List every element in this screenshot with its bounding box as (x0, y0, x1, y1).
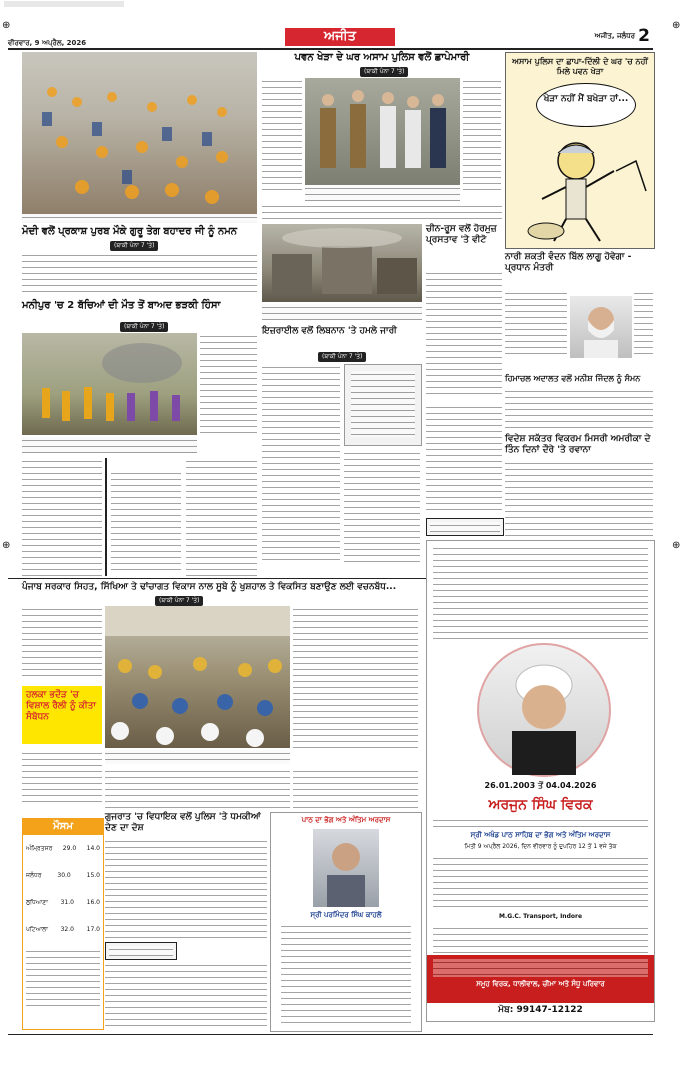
langar-caption (22, 214, 257, 223)
caption-lines (305, 185, 460, 201)
china-body (426, 270, 502, 398)
punjab-body-2 (293, 606, 418, 748)
pm-photo-art (570, 296, 632, 358)
china-photo-art (262, 224, 422, 302)
obit-name: ਅਰਜੁਨ ਸਿੰਘ ਵਿਰਕ (488, 797, 593, 813)
obituary-large (426, 540, 655, 1022)
obit-ceremony: ਸ੍ਰੀ ਅਖੰਡ ਪਾਠ ਸਾਹਿਬ ਦਾ ਭੋਗ ਅਤੇ ਅੰਤਿਮ ਅਰਦਾਸ (470, 831, 611, 839)
cartoon-title: ਅਸਾਮ ਪੁਲਿਸ ਦਾ ਛਾਪਾ-ਦਿੱਲੀ ਦੇ ਘਰ 'ਚ ਨਹੀਂ ਮਿਲੇ ਪਵਨ ਖੇੜਾ (512, 57, 648, 76)
weather-notes (26, 948, 100, 1008)
gujarat-body-1 (105, 838, 267, 938)
manipur-body (200, 333, 257, 435)
weather-box (22, 818, 104, 1030)
masthead-rule (8, 48, 653, 50)
israel-quote-box (344, 364, 422, 446)
page-ref-tag: (ਬਾਕੀ ਪੰਨਾ 7 'ਤੇ) (360, 67, 408, 77)
rally-caption (105, 750, 290, 764)
raid-photo-art (305, 78, 460, 185)
lead-body-1 (262, 78, 302, 190)
cartoon-figure (506, 131, 654, 246)
gujarat-body-2 (105, 962, 267, 1028)
footer-rule (8, 1034, 653, 1035)
manipur-caption (22, 437, 197, 453)
israel-body-1 (262, 364, 340, 564)
weather-row (26, 925, 100, 934)
obit-small-body (281, 923, 411, 1023)
weather-max: 29.0 (62, 845, 77, 852)
obit-small-heading: ਪਾਠ ਦਾ ਭੋਗ ਅਤੇ ਅੰਤਿਮ ਅਰਦਾਸ (301, 816, 391, 824)
weather-title: ਮੌਸਮ (23, 819, 103, 835)
lead-body-2 (463, 78, 501, 190)
israel-headline: ਇਜ਼ਰਾਈਲ ਵਲੋਂ ਲਿਬਨਾਨ 'ਤੇ ਹਮਲੇ ਜਾਰੀ (262, 326, 397, 336)
registration-mark-icon: ⊕ (2, 20, 11, 31)
weather-rows (23, 835, 103, 1011)
page-ref-tag: (ਬਾਕੀ ਪੰਨਾ 7 'ਤੇ) (155, 596, 203, 606)
langar-photo (22, 52, 257, 214)
caption-lines (262, 304, 422, 320)
rally-photo (105, 606, 290, 748)
obit-date-line: ਮਿਤੀ 9 ਅਪ੍ਰੈਲ 2026, ਦਿਨ ਵੀਰਵਾਰ ਨੂੰ ਦੁਪਹਿਰ 12 ਤੋਂ 1 ਵਜੇ ਤੱਕ (464, 843, 617, 850)
quote-lines (351, 371, 415, 437)
israel-body-2 (344, 450, 420, 564)
registration-mark-icon: ⊕ (2, 540, 11, 551)
print-slug (0, 0, 687, 10)
weather-min: 15.0 (86, 872, 100, 879)
weather-city: ਪਟਿਆਲਾ (26, 926, 48, 933)
gujarat-tagbox (105, 942, 177, 960)
mahavir-body (22, 252, 257, 292)
family-banner-lines (433, 959, 648, 977)
weather-max: 32.0 (60, 926, 74, 933)
rally-photo-art (105, 606, 290, 748)
page-ref-tag: (ਬਾਕੀ ਪੰਨਾ 7 'ਤੇ) (120, 322, 168, 332)
narrow-tag-lines (430, 522, 500, 532)
left-body-1 (22, 458, 102, 576)
raid-caption (305, 185, 460, 201)
langar-photo-art (22, 52, 257, 214)
foreign-headline: ਵਿਦੇਸ਼ ਸਕੱਤਰ ਵਿਕਰਮ ਮਿਸਰੀ ਅਮਰੀਕਾ ਦੇ ਤਿੰਨ ਦਿਨਾਂ ਦੌਰੇ 'ਤੇ ਰਵਾਨਾ (505, 434, 651, 455)
china-headline: ਚੀਨ-ਰੂਸ ਵਲੋਂ ਹੋਰਮੁਜ਼ ਪ੍ਰਸਤਾਵ 'ਤੇ ਵੀਟੋ (426, 224, 497, 245)
obit-family-banner (427, 955, 654, 1003)
pm-photo (570, 296, 632, 358)
caption-lines (105, 750, 290, 764)
obit-details-1 (433, 855, 648, 911)
registration-mark-icon: ⊕ (672, 540, 681, 551)
obit-family: ਸਮੂਹ ਵਿਰਕ, ਧਾਲੀਵਾਲ, ਚੀਮਾ ਅਤੇ ਸੰਧੂ ਪਰਿਵਾਰ (476, 980, 605, 988)
obit-large-photo (477, 643, 611, 777)
punjab-body-5 (293, 768, 418, 808)
left-body-2 (186, 458, 257, 576)
obit-phone: ਮੋਬ: 99147-12122 (498, 1005, 583, 1015)
women-body-2 (634, 290, 653, 354)
weather-row (26, 898, 100, 907)
punjab-body-3 (22, 750, 102, 806)
registration-mark-icon: ⊕ (672, 20, 681, 31)
edition-label: ਅਜੀਤ, ਜਲੰਧਰ (594, 32, 635, 40)
obituary-small (270, 812, 422, 1032)
halka-callout (22, 686, 102, 744)
gujarat-headline: ਗੁਜਰਾਤ 'ਚ ਵਿਧਾਇਕ ਵਲੋਂ ਪੁਲਿਸ 'ਤੇ ਧਮਕੀਆਂ ਦੇਣ ਦਾ ਦੋਸ਼ (105, 812, 261, 833)
himachal-body (505, 388, 653, 428)
raid-photo (305, 78, 460, 185)
date-line (8, 30, 118, 49)
obit-small-name: ਸ੍ਰੀ ਪਰਮਿੰਦਰ ਸਿੰਘ ਕਾਹਲੋਂ (310, 911, 382, 919)
obit-company: M.G.C. Transport, Indore (498, 913, 583, 920)
himachal-headline: ਹਿਮਾਚਲ ਅਦਾਲਤ ਵਲੋਂ ਮਨੀਸ਼ ਜਿੰਦਲ ਨੂੰ ਸੰਮਨ (505, 374, 641, 383)
page-ref-tag: (ਬਾਕੀ ਪੰਨਾ 7 'ਤੇ) (110, 241, 158, 251)
obit-dates: 26.01.2003 ਤੋਂ 04.04.2026 (484, 781, 597, 790)
left-story-lines (111, 470, 181, 574)
date-text: ਵੀਰਵਾਰ, 9 ਅਪ੍ਰੈਲ, 2026 (8, 39, 87, 47)
page-ref-tag: (ਬਾਕੀ ਪੰਨਾ 7 'ਤੇ) (318, 352, 366, 362)
weather-min: 16.0 (86, 899, 100, 906)
weather-min: 17.0 (86, 926, 100, 933)
women-body-1 (505, 290, 567, 354)
lead-headline: ਪਵਨ ਖੇੜਾ ਦੇ ਘਰ ਅਸਾਮ ਪੁਲਿਸ ਵਲੋਂ ਛਾਪੇਮਾਰੀ (294, 52, 470, 63)
halka-callout-text: ਹਲਕਾ ਭਦੌੜ 'ਚ ਵਿਸ਼ਾਲ ਰੈਲੀ ਨੂੰ ਕੀਤਾ ਸੰਬੋਧਨ (26, 690, 96, 722)
lead-body-3 (262, 203, 502, 221)
print-slug-bar (4, 1, 124, 7)
narrow-tagbox (426, 518, 504, 536)
manipur-photo (22, 333, 197, 435)
manipur-headline: ਮਨੀਪੁਰ 'ਚ 2 ਬੱਚਿਆਂ ਦੀ ਮੌਤ ਤੋਂ ਬਾਅਦ ਭੜਕੀ ਹਿੰਸਾ (22, 300, 221, 311)
masthead-title: ਅਜੀਤ (285, 28, 395, 46)
caption-lines (22, 437, 197, 453)
women-headline: ਨਾਰੀ ਸ਼ਕਤੀ ਵੰਦਨ ਬਿੱਲ ਲਾਗੂ ਹੋਵੇਗਾ - ਪ੍ਰਧਾਨ ਮੰਤਰੀ (505, 252, 632, 273)
weather-min: 14.0 (86, 845, 100, 852)
obit-large-photo-art (479, 645, 609, 775)
page-number: 2 (638, 26, 650, 46)
weather-row (26, 871, 100, 880)
caption-lines (22, 214, 257, 222)
weather-city: ਜਲੰਧਰ (26, 872, 42, 879)
cartoon-box (505, 52, 655, 249)
weather-max: 31.0 (60, 899, 74, 906)
obit-details-2 (433, 925, 648, 953)
china-caption (262, 304, 422, 320)
left-story-box (105, 458, 185, 576)
weather-city: ਲੁਧਿਆਣਾ (26, 899, 48, 906)
gujarat-tag-lines (109, 946, 173, 956)
punjab-body-1 (22, 606, 102, 681)
weather-row (26, 844, 100, 853)
mahavir-headline: ਮੋਦੀ ਵਲੋਂ ਪ੍ਰਕਾਸ਼ ਪੁਰਬ ਮੌਕੇ ਗੁਰੂ ਤੇਗ ਬਹਾਦਰ ਜੀ ਨੂੰ ਨਮਨ (22, 226, 238, 237)
obit-small-photo-art (313, 829, 379, 907)
punjab-body-4 (105, 768, 290, 808)
cartoon-speech-bubble: ਖੇੜਾ ਨਹੀਂ ਮੈਂ ਬਖੇੜਾ ਹਾਂ... (536, 83, 636, 127)
obit-small-photo (313, 829, 379, 907)
obit-large-top-text (433, 545, 648, 641)
punjab-headline: ਪੰਜਾਬ ਸਰਕਾਰ ਸਿਹਤ, ਸਿੱਖਿਆ ਤੇ ਢਾਂਚਾਗਤ ਵਿਕਾਸ ਨਾਲ ਸੂਬੇ ਨੂੰ ਖੁਸ਼ਹਾਲ ਤੇ ਵਿਕਸਿਤ ਬਣਾਉਣ ਲਈ ਵਚਨਬੱਧ... (22, 582, 397, 592)
weather-city: ਅੰਮ੍ਰਿਤਸਰ (26, 845, 53, 852)
obit-intro (433, 817, 648, 827)
manipur-photo-art (22, 333, 197, 435)
weather-max: 30.0 (57, 872, 71, 879)
narrow-body (426, 404, 502, 514)
china-photo (262, 224, 422, 302)
